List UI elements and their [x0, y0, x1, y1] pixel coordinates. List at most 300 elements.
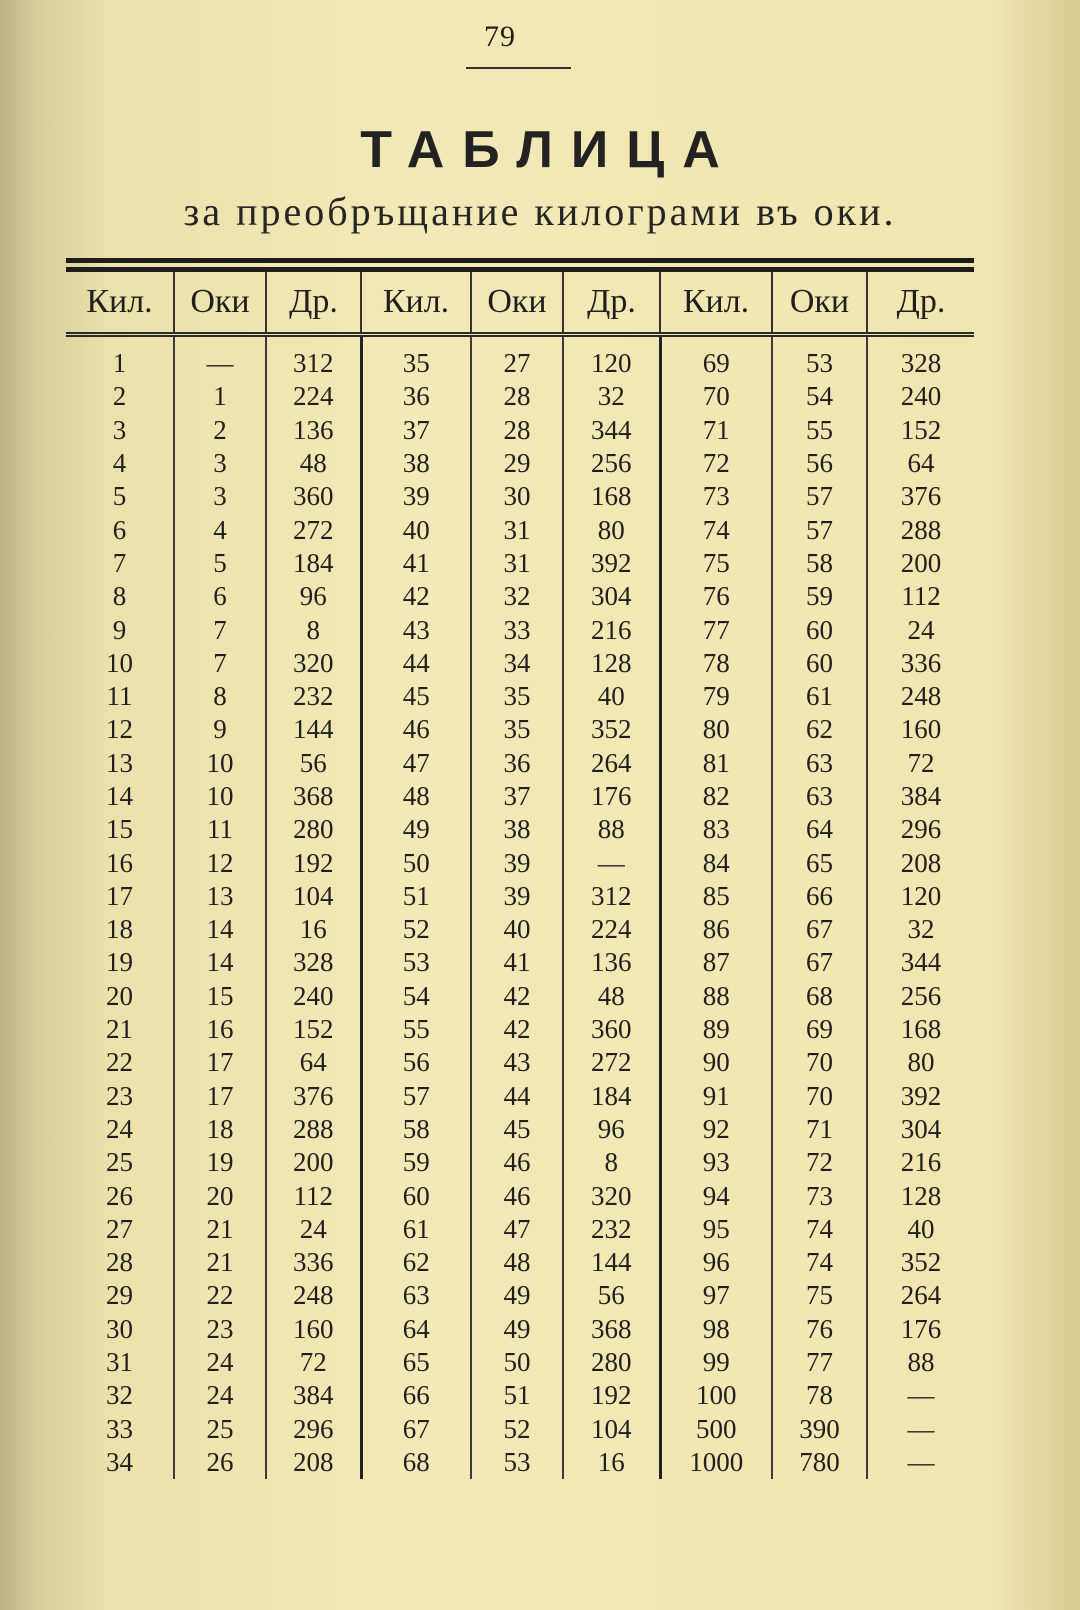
cell-dr-2: 168: [563, 480, 660, 513]
cell-kil-1: 33: [106, 1413, 133, 1444]
cell-dr-2: 352: [563, 713, 660, 746]
cell-dr-1: 232: [266, 680, 361, 713]
cell-dr-1: 376: [266, 1080, 361, 1113]
cell-dr-1: 280: [266, 813, 361, 846]
cell-dr-3: 384: [867, 780, 974, 813]
cell-oki-2: 28: [471, 414, 563, 447]
cell-oki-3: 77: [772, 1346, 867, 1379]
cell-oki-1: 21: [174, 1246, 266, 1279]
cell-kil-2: 45: [361, 680, 471, 713]
header-dr-2: Др.: [563, 272, 660, 335]
cell-oki-2: 50: [471, 1346, 563, 1379]
cell-oki-1: 19: [174, 1146, 266, 1179]
cell-dr-2: 136: [563, 946, 660, 979]
cell-kil-2: 57: [361, 1080, 471, 1113]
cell-kil-2: 63: [361, 1279, 471, 1312]
cell-oki-2: 37: [471, 780, 563, 813]
cell-oki-3: 61: [772, 680, 867, 713]
cell-dr-3: 200: [867, 547, 974, 580]
cell-kil-3: 79: [660, 680, 772, 713]
cell-oki-1: 24: [174, 1346, 266, 1379]
table-row: [66, 813, 974, 846]
cell-oki-3: 62: [772, 713, 867, 746]
cell-kil-3: 88: [660, 980, 772, 1013]
cell-oki-2: 39: [471, 846, 563, 879]
cell-kil-1: 24: [106, 1113, 133, 1144]
cell-oki-3: 67: [772, 913, 867, 946]
cell-kil-3: 83: [660, 813, 772, 846]
conversion-table: [66, 272, 974, 1479]
cell-oki-2: 49: [471, 1279, 563, 1312]
cell-dr-3: —: [867, 1413, 974, 1446]
cell-oki-1: 5: [174, 547, 266, 580]
table-row: [66, 580, 974, 613]
table-row: [66, 1313, 974, 1346]
cell-dr-2: 32: [563, 380, 660, 413]
cell-dr-1: 136: [266, 414, 361, 447]
cell-oki-1: 22: [174, 1279, 266, 1312]
table-row: [66, 1413, 974, 1446]
cell-dr-3: 352: [867, 1246, 974, 1279]
cell-oki-1: 21: [174, 1213, 266, 1246]
table-row: [66, 480, 974, 513]
cell-kil-2: 66: [361, 1379, 471, 1412]
cell-dr-1: 312: [266, 335, 361, 381]
header-oki-3: Оки: [772, 272, 867, 335]
cell-kil-3: 72: [660, 447, 772, 480]
cell-kil-2: 37: [361, 414, 471, 447]
cell-dr-2: 272: [563, 1046, 660, 1079]
cell-dr-3: 120: [867, 880, 974, 913]
cell-kil-1: 22: [106, 1047, 133, 1078]
cell-oki-1: 18: [174, 1113, 266, 1146]
cell-dr-3: 336: [867, 647, 974, 680]
cell-oki-2: 38: [471, 813, 563, 846]
cell-oki-1: 1: [174, 380, 266, 413]
cell-oki-3: 390: [772, 1413, 867, 1446]
cell-oki-2: 36: [471, 747, 563, 780]
cell-dr-1: 272: [266, 513, 361, 546]
cell-oki-1: 26: [174, 1446, 266, 1479]
cell-oki-3: 57: [772, 480, 867, 513]
header-kil-3: Кил.: [660, 272, 772, 335]
table-row: [66, 946, 974, 979]
table-body: [66, 335, 974, 1480]
cell-dr-2: 16: [563, 1446, 660, 1479]
table-row: [66, 680, 974, 713]
cell-kil-3: 99: [660, 1346, 772, 1379]
cell-kil-3: 91: [660, 1080, 772, 1113]
cell-kil-1: 5: [112, 481, 127, 512]
cell-oki-3: 72: [772, 1146, 867, 1179]
cell-kil-3: 500: [660, 1413, 772, 1446]
page-number-rule: [466, 67, 571, 69]
cell-dr-2: 216: [563, 613, 660, 646]
cell-oki-1: 3: [174, 480, 266, 513]
table-row: [66, 1379, 974, 1412]
cell-dr-2: 368: [563, 1313, 660, 1346]
cell-oki-2: 46: [471, 1146, 563, 1179]
cell-kil-2: 51: [361, 880, 471, 913]
cell-kil-1: 1: [112, 348, 127, 379]
cell-kil-1: 10: [106, 647, 133, 678]
cell-oki-1: 6: [174, 580, 266, 613]
cell-kil-3: 93: [660, 1146, 772, 1179]
cell-dr-2: 56: [563, 1279, 660, 1312]
table-row: [66, 1113, 974, 1146]
cell-dr-1: 56: [266, 747, 361, 780]
table-row: [66, 513, 974, 546]
cell-oki-1: 23: [174, 1313, 266, 1346]
cell-kil-3: 92: [660, 1113, 772, 1146]
cell-dr-1: 336: [266, 1246, 361, 1279]
table-row: [66, 713, 974, 746]
cell-kil-1: 29: [106, 1280, 133, 1311]
cell-kil-3: 100: [660, 1379, 772, 1412]
cell-kil-3: 70: [660, 380, 772, 413]
cell-dr-2: —: [563, 846, 660, 879]
table-row: [66, 1013, 974, 1046]
cell-dr-2: 320: [563, 1179, 660, 1212]
cell-oki-3: 70: [772, 1046, 867, 1079]
cell-dr-2: 360: [563, 1013, 660, 1046]
cell-dr-2: 280: [563, 1346, 660, 1379]
table-header-row: [66, 272, 974, 335]
cell-dr-2: 48: [563, 980, 660, 1013]
cell-oki-1: 25: [174, 1413, 266, 1446]
cell-kil-2: 62: [361, 1246, 471, 1279]
cell-kil-3: 82: [660, 780, 772, 813]
cell-oki-2: 43: [471, 1046, 563, 1079]
cell-oki-2: 40: [471, 913, 563, 946]
cell-dr-3: 160: [867, 713, 974, 746]
cell-dr-1: 240: [266, 980, 361, 1013]
cell-kil-3: 90: [660, 1046, 772, 1079]
cell-kil-1: 15: [106, 814, 133, 845]
cell-kil-1: 21: [106, 1014, 133, 1045]
cell-kil-3: 73: [660, 480, 772, 513]
cell-kil-2: 53: [361, 946, 471, 979]
cell-oki-3: 60: [772, 647, 867, 680]
cell-kil-3: 78: [660, 647, 772, 680]
cell-dr-3: 216: [867, 1146, 974, 1179]
cell-dr-3: 256: [867, 980, 974, 1013]
cell-dr-2: 264: [563, 747, 660, 780]
cell-kil-1: 14: [106, 781, 133, 811]
cell-kil-1: 20: [106, 980, 133, 1011]
cell-dr-1: 384: [266, 1379, 361, 1412]
cell-oki-1: 10: [174, 780, 266, 813]
cell-oki-3: 780: [772, 1446, 867, 1479]
cell-oki-2: 35: [471, 680, 563, 713]
cell-kil-2: 65: [361, 1346, 471, 1379]
cell-oki-3: 57: [772, 513, 867, 546]
cell-oki-2: 30: [471, 480, 563, 513]
cell-kil-1: 18: [106, 914, 133, 945]
table-row: [66, 747, 974, 780]
cell-oki-1: 13: [174, 880, 266, 913]
cell-dr-3: 128: [867, 1179, 974, 1212]
table-row: [66, 613, 974, 646]
cell-kil-3: 94: [660, 1179, 772, 1212]
cell-oki-1: 15: [174, 980, 266, 1013]
cell-oki-2: 46: [471, 1179, 563, 1212]
cell-dr-1: 192: [266, 846, 361, 879]
table-row: [66, 547, 974, 580]
cell-dr-1: 328: [266, 946, 361, 979]
cell-oki-1: 24: [174, 1379, 266, 1412]
cell-dr-3: 176: [867, 1313, 974, 1346]
cell-oki-1: 17: [174, 1080, 266, 1113]
cell-oki-3: 55: [772, 414, 867, 447]
table-row: [66, 380, 974, 413]
cell-dr-1: 64: [266, 1046, 361, 1079]
cell-kil-2: 56: [361, 1046, 471, 1079]
cell-dr-1: 296: [266, 1413, 361, 1446]
cell-kil-2: 48: [361, 780, 471, 813]
cell-oki-1: 12: [174, 846, 266, 879]
cell-oki-1: 7: [174, 613, 266, 646]
table-row: [66, 414, 974, 447]
cell-oki-2: 42: [471, 980, 563, 1013]
cell-kil-3: 97: [660, 1279, 772, 1312]
table-row: [66, 780, 974, 813]
cell-kil-3: 1000: [660, 1446, 772, 1479]
cell-dr-2: 120: [563, 335, 660, 381]
cell-kil-1: 28: [106, 1247, 133, 1278]
cell-dr-2: 144: [563, 1246, 660, 1279]
cell-kil-2: 39: [361, 480, 471, 513]
cell-oki-1: 9: [174, 713, 266, 746]
cell-kil-2: 38: [361, 447, 471, 480]
table-row: [66, 980, 974, 1013]
cell-dr-3: 328: [867, 335, 974, 381]
table-row: [66, 1279, 974, 1312]
cell-kil-2: 61: [361, 1213, 471, 1246]
cell-kil-2: 59: [361, 1146, 471, 1179]
cell-kil-2: 49: [361, 813, 471, 846]
cell-oki-2: 28: [471, 380, 563, 413]
cell-dr-1: 72: [266, 1346, 361, 1379]
page-shading: [990, 0, 1080, 1610]
cell-dr-1: 360: [266, 480, 361, 513]
cell-oki-3: 64: [772, 813, 867, 846]
cell-kil-1: 30: [106, 1313, 133, 1344]
cell-oki-3: 66: [772, 880, 867, 913]
cell-kil-2: 41: [361, 547, 471, 580]
cell-kil-1: 23: [106, 1080, 133, 1111]
cell-kil-2: 43: [361, 613, 471, 646]
cell-kil-3: 87: [660, 946, 772, 979]
cell-kil-3: 80: [660, 713, 772, 746]
cell-dr-2: 80: [563, 513, 660, 546]
cell-dr-3: 88: [867, 1346, 974, 1379]
cell-dr-1: 96: [266, 580, 361, 613]
table-row: [66, 1146, 974, 1179]
cell-dr-2: 176: [563, 780, 660, 813]
cell-kil-2: 40: [361, 513, 471, 546]
cell-kil-2: 47: [361, 747, 471, 780]
cell-kil-2: 50: [361, 846, 471, 879]
table-row: [66, 447, 974, 480]
cell-dr-3: 296: [867, 813, 974, 846]
header-kil-1: Кил.: [86, 283, 153, 320]
conversion-table-area: [66, 258, 974, 1523]
header-dr-3: Др.: [867, 272, 974, 335]
cell-oki-1: 11: [174, 813, 266, 846]
cell-dr-3: 32: [867, 913, 974, 946]
cell-oki-1: —: [174, 335, 266, 381]
cell-kil-3: 75: [660, 547, 772, 580]
table-row: [66, 880, 974, 913]
cell-dr-3: 80: [867, 1046, 974, 1079]
cell-oki-2: 47: [471, 1213, 563, 1246]
cell-kil-2: 35: [361, 335, 471, 381]
cell-dr-2: 232: [563, 1213, 660, 1246]
cell-kil-2: 67: [361, 1413, 471, 1446]
cell-oki-1: 3: [174, 447, 266, 480]
cell-dr-3: 304: [867, 1113, 974, 1146]
cell-dr-1: 200: [266, 1146, 361, 1179]
cell-oki-2: 35: [471, 713, 563, 746]
cell-oki-1: 2: [174, 414, 266, 447]
table-row: [66, 1446, 974, 1479]
cell-dr-1: 112: [266, 1179, 361, 1212]
table-row: [66, 335, 974, 381]
cell-kil-3: 95: [660, 1213, 772, 1246]
cell-kil-3: 71: [660, 414, 772, 447]
cell-oki-2: 45: [471, 1113, 563, 1146]
cell-oki-1: 17: [174, 1046, 266, 1079]
cell-kil-1: 11: [106, 681, 133, 712]
cell-kil-1: 2: [112, 381, 127, 412]
page-title: ТАБЛИЦА: [360, 121, 738, 179]
header-oki-2: Оки: [471, 272, 563, 335]
cell-oki-1: 14: [174, 913, 266, 946]
cell-kil-1: 9: [112, 614, 127, 645]
cell-kil-2: 60: [361, 1179, 471, 1212]
cell-oki-3: 65: [772, 846, 867, 879]
cell-kil-3: 85: [660, 880, 772, 913]
cell-dr-2: 392: [563, 547, 660, 580]
cell-oki-3: 63: [772, 780, 867, 813]
cell-kil-1: 6: [112, 514, 127, 545]
cell-dr-2: 304: [563, 580, 660, 613]
cell-kil-3: 98: [660, 1313, 772, 1346]
cell-oki-3: 74: [772, 1246, 867, 1279]
table-row: [66, 1213, 974, 1246]
page-number: 79: [484, 20, 516, 53]
cell-kil-3: 86: [660, 913, 772, 946]
cell-oki-3: 69: [772, 1013, 867, 1046]
cell-oki-1: 16: [174, 1013, 266, 1046]
cell-dr-1: 288: [266, 1113, 361, 1146]
table-top-rule: [66, 258, 974, 272]
cell-oki-2: 53: [471, 1446, 563, 1479]
cell-kil-2: 44: [361, 647, 471, 680]
cell-kil-3: 77: [660, 613, 772, 646]
cell-dr-3: 112: [867, 580, 974, 613]
cell-dr-3: 208: [867, 846, 974, 879]
cell-kil-1: 4: [112, 448, 127, 479]
cell-oki-3: 58: [772, 547, 867, 580]
cell-kil-1: 27: [106, 1213, 133, 1244]
cell-dr-3: 248: [867, 680, 974, 713]
cell-dr-1: 8: [266, 613, 361, 646]
cell-oki-2: 31: [471, 513, 563, 546]
cell-oki-2: 29: [471, 447, 563, 480]
cell-dr-2: 96: [563, 1113, 660, 1146]
cell-kil-3: 96: [660, 1246, 772, 1279]
cell-kil-1: 31: [106, 1347, 133, 1378]
cell-kil-2: 58: [361, 1113, 471, 1146]
cell-dr-2: 344: [563, 414, 660, 447]
cell-kil-1: 16: [106, 847, 133, 878]
cell-dr-1: 48: [266, 447, 361, 480]
cell-oki-3: 56: [772, 447, 867, 480]
cell-kil-2: 52: [361, 913, 471, 946]
cell-oki-3: 73: [772, 1179, 867, 1212]
cell-dr-2: 184: [563, 1080, 660, 1113]
cell-dr-3: 392: [867, 1080, 974, 1113]
cell-dr-3: 376: [867, 480, 974, 513]
table-row: [66, 913, 974, 946]
cell-dr-3: 64: [867, 447, 974, 480]
header-oki-1: Оки: [174, 272, 266, 335]
cell-dr-1: 224: [266, 380, 361, 413]
cell-oki-3: 70: [772, 1080, 867, 1113]
cell-dr-3: 264: [867, 1279, 974, 1312]
cell-dr-1: 368: [266, 780, 361, 813]
cell-dr-1: 320: [266, 647, 361, 680]
cell-kil-1: 17: [106, 880, 133, 911]
cell-kil-3: 81: [660, 747, 772, 780]
cell-oki-1: 4: [174, 513, 266, 546]
cell-kil-3: 74: [660, 513, 772, 546]
page-subtitle: за преобръщание килограми въ оки.: [183, 189, 897, 234]
cell-dr-2: 104: [563, 1413, 660, 1446]
cell-kil-1: 34: [106, 1446, 133, 1477]
cell-oki-3: 67: [772, 946, 867, 979]
cell-dr-1: 152: [266, 1013, 361, 1046]
cell-oki-3: 53: [772, 335, 867, 381]
cell-dr-1: 16: [266, 913, 361, 946]
cell-kil-2: 46: [361, 713, 471, 746]
cell-oki-2: 41: [471, 946, 563, 979]
table-row: [66, 1346, 974, 1379]
cell-dr-2: 192: [563, 1379, 660, 1412]
cell-oki-3: 75: [772, 1279, 867, 1312]
cell-oki-3: 54: [772, 380, 867, 413]
cell-dr-2: 40: [563, 680, 660, 713]
cell-dr-3: 288: [867, 513, 974, 546]
table-row: [66, 1080, 974, 1113]
cell-oki-3: 63: [772, 747, 867, 780]
cell-dr-1: 144: [266, 713, 361, 746]
cell-kil-3: 89: [660, 1013, 772, 1046]
cell-kil-1: 12: [106, 714, 133, 745]
cell-oki-1: 10: [174, 747, 266, 780]
cell-kil-1: 8: [112, 581, 127, 612]
cell-dr-2: 88: [563, 813, 660, 846]
cell-oki-2: 31: [471, 547, 563, 580]
cell-dr-1: 160: [266, 1313, 361, 1346]
cell-kil-2: 64: [361, 1313, 471, 1346]
cell-dr-3: 240: [867, 380, 974, 413]
cell-kil-1: 19: [106, 947, 133, 978]
cell-dr-3: 24: [867, 613, 974, 646]
cell-dr-3: 72: [867, 747, 974, 780]
